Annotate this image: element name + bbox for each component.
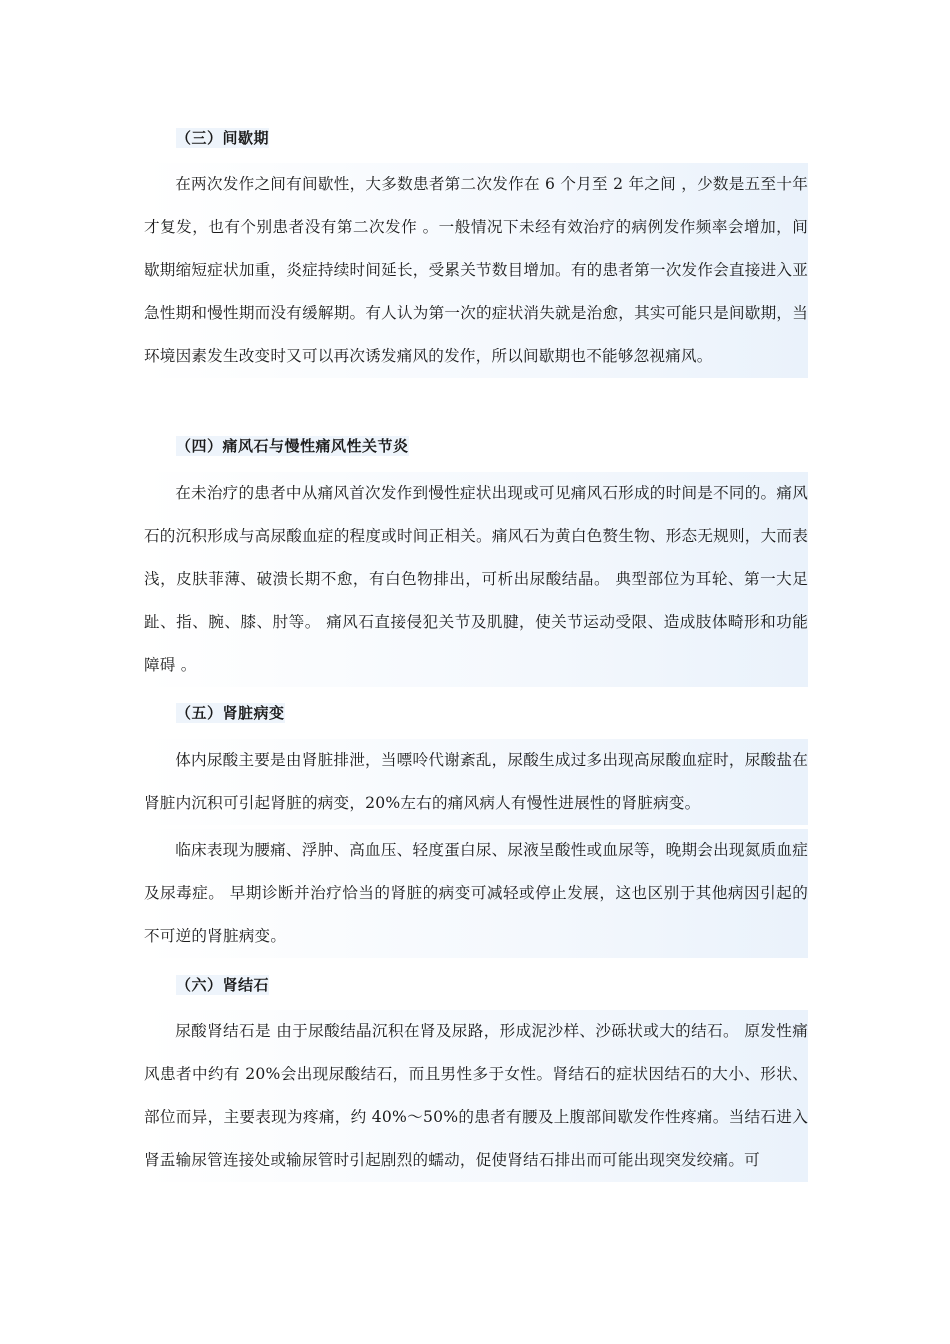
paragraph-tophus-chronic-arthritis: 在未治疗的患者中从痛风首次发作到慢性症状出现或可见痛风石形成的时间是不同的。痛风石的沉积形成与高尿酸血症的程度或时间正相关。痛风石为黄白色赘生物、形态无规则，大而表浅，皮肤菲薄、破溃长期不愈，有白色物排出，可析出尿酸结晶。 典型部位为耳轮、第一大足趾、指、腕、膝、肘等。 痛风石直接侵犯关节及肌腱，使关节运动受限、造成肢体畸形和功能障碍 。 <box>144 472 808 687</box>
paragraph-kidney-disease-1: 体内尿酸主要是由肾脏排泄，当嘌呤代谢紊乱，尿酸生成过多出现高尿酸血症时，尿酸盐在肾脏内沉积可引起肾脏的病变，20%左右的痛风病人有慢性进展性的肾脏病变。 <box>144 739 808 825</box>
section-heading-kidney-disease: （五）肾脏病变 <box>176 704 285 722</box>
paragraph-intermittent-period: 在两次发作之间有间歇性，大多数患者第二次发作在 6 个月至 2 年之间 ，少数是五至十年才复发，也有个别患者没有第二次发作 。一般情况下未经有效治疗的病例发作频率会增加，间歇期缩短症状加重，炎症持续时间延长，受累关节数目增加。有的患者第一次发作会直接进入亚急性期和慢性期而没有缓解期。有人认为第一次的症状消失就是治愈，其实可能只是间歇期，当环境因素发生改变时又可以再次诱发痛风的发作，所以间歇期也不能够忽视痛风。 <box>144 163 808 378</box>
section-heading-tophus-chronic-arthritis: （四）痛风石与慢性痛风性关节炎 <box>176 437 409 455</box>
paragraph-kidney-disease-2: 临床表现为腰痛、浮肿、高血压、轻度蛋白尿、尿液呈酸性或血尿等，晚期会出现氮质血症及尿毒症。 早期诊断并治疗恰当的肾脏的病变可减轻或停止发展，这也区别于其他病因引起的不可逆的肾脏病变。 <box>144 829 808 958</box>
section-heading-intermittent-period: （三）间歇期 <box>176 129 270 147</box>
paragraph-kidney-stones: 尿酸肾结石是 由于尿酸结晶沉积在肾及尿路，形成泥沙样、沙砾状或大的结石。 原发性痛风患者中约有 20%会出现尿酸结石，而且男性多于女性。肾结石的症状因结石的大小、形状、部位而异，主要表现为疼痛，约 40%～50%的患者有腰及上腹部间歇发作性疼痛。当结石进入肾盂输尿管连接处或输尿管时引起剧烈的蠕动，促使肾结石排出而可能出现突发绞痛。可 <box>144 1010 808 1182</box>
section-heading-kidney-stones: （六）肾结石 <box>176 976 270 994</box>
